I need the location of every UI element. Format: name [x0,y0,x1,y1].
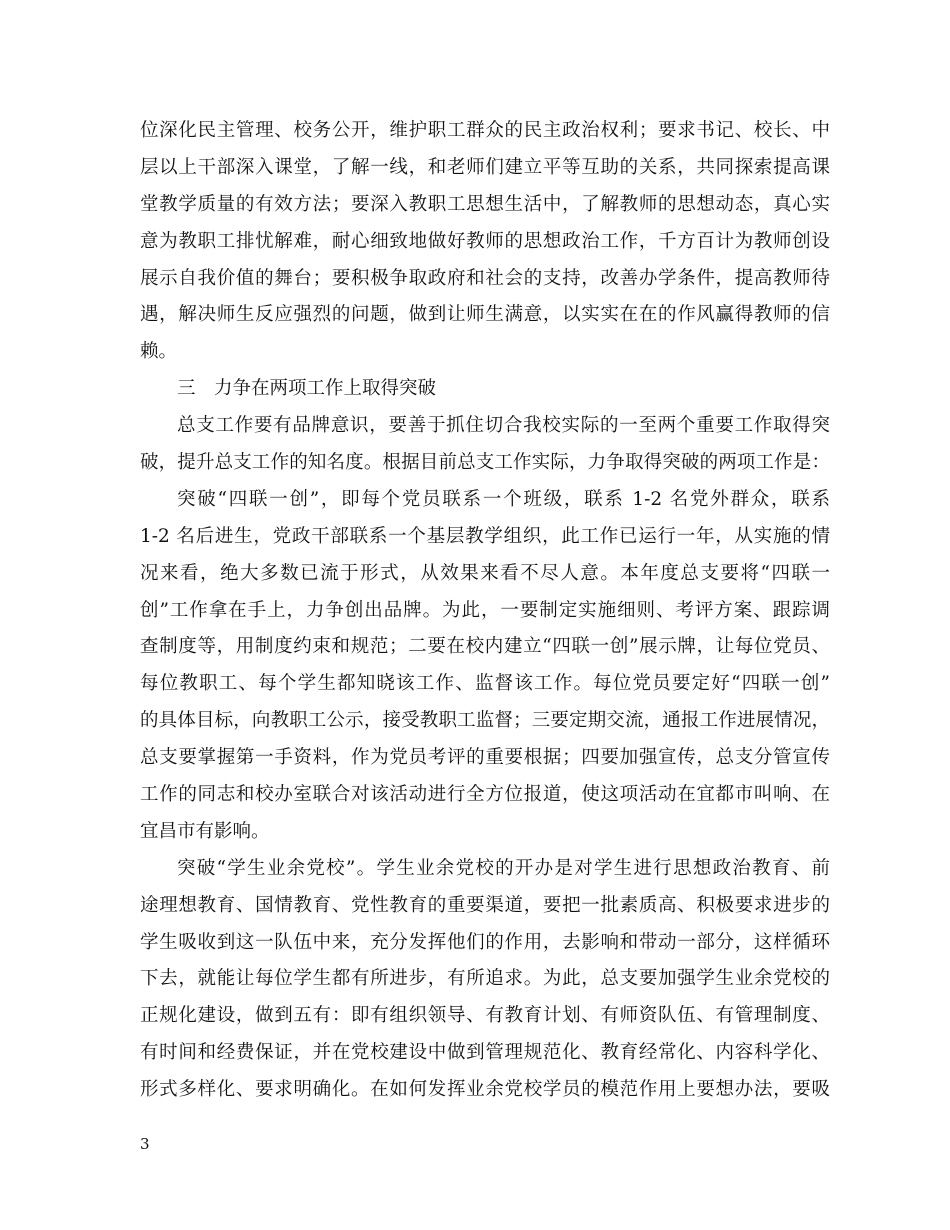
text-line: 遇，解决师生反应强烈的问题，做到让师生满意，以实实在在的作风赢得教师的信 [140,304,830,326]
text-line: 创”工作拿在手上，力争创出品牌。为此，一要制定实施细则、考评方案、跟踪调 [140,599,830,621]
section-heading: 三 力争在两项工作上取得突破 [177,378,437,400]
text-line: 破，提升总支工作的知名度。根据目前总支工作实际，力争取得突破的两项工作是： [140,452,830,474]
text-line: 堂教学质量的有效方法；要深入教职工思想生活中，了解教师的思想动态，真心实 [140,193,830,215]
document-body [140,113,830,1109]
text-line: 突破“四联一创”，即每个党员联系一个班级，联系 1-2 名党外群众，联系 [177,488,830,510]
text-line: 途理想教育、国情教育、党性教育的重要渠道，要把一批素质高、积极要求进步的 [140,894,830,916]
text-line: 总支工作要有品牌意识，要善于抓住切合我校实际的一至两个重要工作取得突 [177,415,830,437]
text-line: 每位教职工、每个学生都知晓该工作、监督该工作。每位党员要定好“四联一创” [140,673,830,695]
page-number: 3 [140,1135,150,1153]
text-line: 有时间和经费保证，并在党校建设中做到管理规范化、教育经常化、内容科学化、 [140,1042,830,1064]
text-line: 工作的同志和校办室联合对该活动进行全方位报道，使这项活动在宜都市叫响、在 [140,784,830,806]
text-line: 下去，就能让每位学生都有所进步，有所追求。为此，总支要加强学生业余党校的 [140,968,830,990]
text-line: 况来看，绝大多数已流于形式，从效果来看不尽人意。本年度总支要将“四联一 [140,562,830,584]
text-line: 展示自我价值的舞台；要积极争取政府和社会的支持，改善办学条件，提高教师待 [140,267,830,289]
text-line: 查制度等，用制度约束和规范；二要在校内建立“四联一创”展示牌，让每位党员、 [140,636,830,658]
text-line: 意为教职工排忧解难，耐心细致地做好教师的思想政治工作，千方百计为教师创设 [140,230,830,252]
text-line: 层以上干部深入课堂，了解一线，和老师们建立平等互助的关系，共同探索提高课 [140,156,830,178]
text-line: 位深化民主管理、校务公开，维护职工群众的民主政治权利；要求书记、校长、中 [140,120,830,141]
text-line: 的具体目标，向教职工公示，接受教职工监督；三要定期交流，通报工作进展情况， [140,710,830,732]
text-line: 宜昌市有影响。 [140,820,270,842]
text-line: 1-2 名后进生，党政干部联系一个基层教学组织，此工作已运行一年，从实施的情 [140,525,830,547]
text-line: 赖。 [140,341,178,363]
text-line: 总支要掌握第一手资料，作为党员考评的重要根据；四要加强宣传，总支分管宣传 [140,747,830,769]
text-line: 学生吸收到这一队伍中来，充分发挥他们的作用，去影响和带动一部分，这样循环 [140,931,830,953]
text-line: 正规化建设，做到五有：即有组织领导、有教育计划、有师资队伍、有管理制度、 [140,1005,830,1027]
text-line: 突破“学生业余党校”。学生业余党校的开办是对学生进行思想政治教育、前 [177,857,830,879]
text-line: 形式多样化、要求明确化。在如何发挥业余党校学员的模范作用上要想办法，要吸 [140,1079,830,1101]
